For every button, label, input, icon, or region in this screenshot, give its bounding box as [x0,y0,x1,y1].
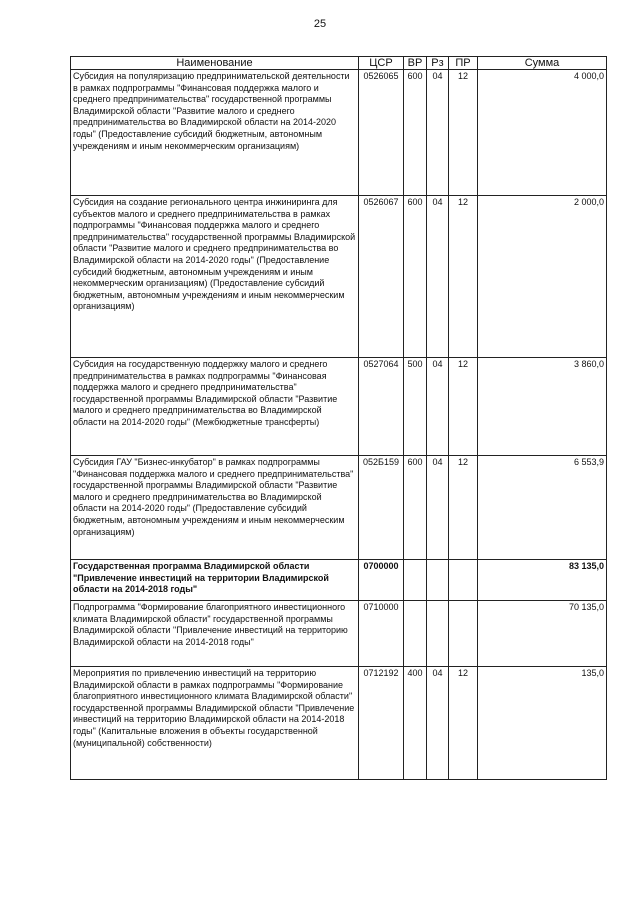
row-pr [449,601,478,667]
row-name: Подпрограмма "Формирование благоприятного инвестиционного климата Владимирской области" государственной программы Владимирской области "Привлечение инвестиций на территорию Владимирской области на 2014-2018 годы" [71,601,359,667]
row-pr: 12 [449,70,478,196]
row-sum: 135,0 [478,667,607,780]
header-name: Наименование [71,57,359,70]
row-code: 052Б159 [359,456,404,560]
row-sum: 70 135,0 [478,601,607,667]
row-vr: 400 [404,667,427,780]
row-code: 0526067 [359,196,404,358]
row-pr [449,560,478,601]
row-vr: 600 [404,70,427,196]
row-pr: 12 [449,196,478,358]
row-name: Субсидия на популяризацию предпринимательской деятельности в рамках подпрограммы "Финансовая поддержка малого и среднего предпринимательства" государственной программы Владимирской области "Развитие малого и среднего предпринимательства во Владимирской области на 2014-2020 годы" (Предоставление субсидий бюджетным, автономным учреждениям и иным некоммерческим организациям) [71,70,359,196]
row-name: Субсидия ГАУ "Бизнес-инкубатор" в рамках подпрограммы "Финансовая поддержка малого и среднего предпринимательства" государственной программы Владимирской области "Развитие малого и среднего предпринимательства во Владимирской области на 2014-2020 годы" (Предоставление субсидий бюджетным, автономным учреждениям и иным некоммерческим организациям) [71,456,359,560]
row-pr: 12 [449,456,478,560]
row-vr [404,560,427,601]
header-code: ЦСР [359,57,404,70]
row-vr: 600 [404,456,427,560]
row-rz: 04 [427,70,449,196]
header-pr: ПР [449,57,478,70]
row-rz [427,601,449,667]
table-row [71,560,607,601]
table-row [71,667,607,780]
row-sum: 3 860,0 [478,358,607,456]
row-rz: 04 [427,456,449,560]
table-header-row [71,57,607,70]
table-row [71,456,607,560]
row-rz: 04 [427,196,449,358]
row-vr: 500 [404,358,427,456]
row-rz: 04 [427,358,449,456]
row-sum: 83 135,0 [478,560,607,601]
row-code: 0712192 [359,667,404,780]
table-row [71,601,607,667]
row-rz [427,560,449,601]
row-vr: 600 [404,196,427,358]
row-sum: 4 000,0 [478,70,607,196]
table-row [71,70,607,196]
table-row [71,358,607,456]
row-code: 0700000 [359,560,404,601]
row-code: 0527064 [359,358,404,456]
header-sum: Сумма [478,57,607,70]
row-code: 0526065 [359,70,404,196]
row-vr [404,601,427,667]
page-number: 25 [313,18,327,30]
table-row [71,196,607,358]
row-name: Мероприятия по привлечению инвестиций на территорию Владимирской области в рамках подпрограммы "Формирование благоприятного инвестиционного климата Владимирской области" государственной программы Владимирской области "Привлечение инвестиций на территорию Владимирской области на 2014-2018 годы" (Капитальные вложения в объекты государственной (муниципальной) собственности) [71,667,359,780]
row-name: Государственная программа Владимирской области "Привлечение инвестиций на территории Владимирской области на 2014-2018 годы" [71,560,359,601]
row-name: Субсидия на государственную поддержку малого и среднего предпринимательства в рамках подпрограммы "Финансовая поддержка малого и среднего предпринимательства" государственной программы Владимирской области "Развитие малого и среднего предпринимательства во Владимирской области на 2014-2020 годы" (Межбюджетные трансферты) [71,358,359,456]
budget-table [70,56,607,780]
row-code: 0710000 [359,601,404,667]
header-vr: ВР [404,57,427,70]
row-pr: 12 [449,667,478,780]
row-rz: 04 [427,667,449,780]
row-pr: 12 [449,358,478,456]
header-rz: Рз [427,57,449,70]
row-name: Субсидия на создание регионального центра инжиниринга для субъектов малого и среднего предпринимательства в рамках подпрограммы "Финансовая поддержка малого и среднего предпринимательства" государственной программы Владимирской области "Развитие малого и среднего предпринимательства во Владимирской области на 2014-2020 годы" (Предоставление субсидий бюджетным, автономным учреждениям и иным некоммерческим организациям) (Предоставление субсидий бюджетным, автономным учреждениям и иным некоммерческим организациям) [71,196,359,358]
row-sum: 2 000,0 [478,196,607,358]
row-sum: 6 553,9 [478,456,607,560]
